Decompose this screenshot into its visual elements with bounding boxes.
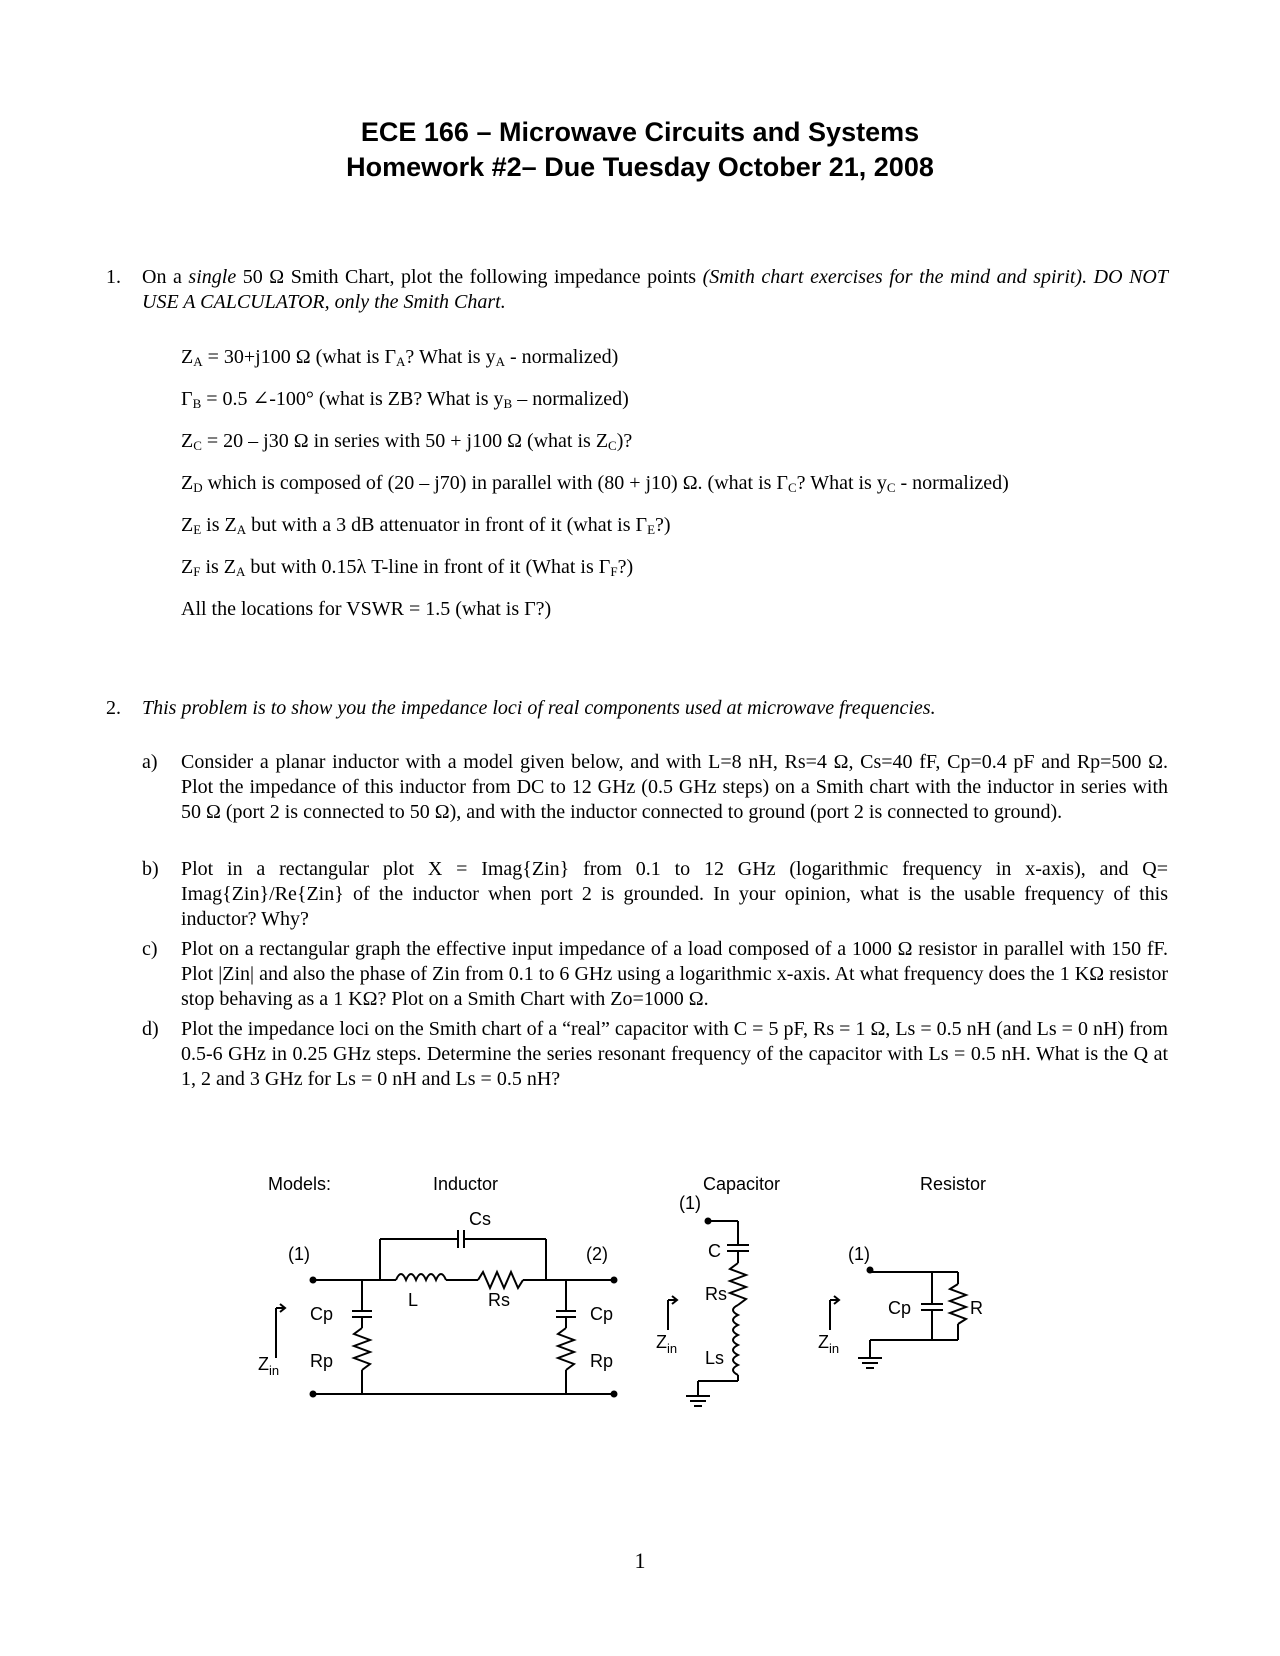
inductor-rp-right-label: Rp — [590, 1351, 614, 1371]
capacitor-title: Capacitor — [703, 1174, 781, 1194]
part-a-text: Consider a planar inductor with a model given below, and with L=8 nH, Rs=4 Ω, Cs=40 fF, Cp=0.4 pF and Rp=500 Ω. Plot the impedance of this inductor from DC to 12 GHz (0.5 GHz steps) on a Smith chart with the inductor in series with 50 Ω (port 2 is connected to 50 Ω), and with the inductor connected to ground (port 2 is connected to ground). — [181, 751, 1168, 823]
item-zf — [181, 555, 633, 580]
zc-sub: C — [193, 438, 202, 453]
gb-symbol: Γ — [181, 388, 193, 410]
ze-text2: but with a 3 dB attenuator in front of it (what is Γ — [246, 514, 648, 536]
za-sub: A — [193, 354, 203, 369]
problem1-intro-italic: (Smith chart exercises for the mind and spirit). DO NOT USE A CALCULATOR, only the Smith Chart. — [142, 266, 1168, 313]
capacitor-rs-label: Rs — [705, 1284, 727, 1304]
problem1-number: 1. — [106, 266, 121, 288]
models-label: Models: — [268, 1174, 332, 1194]
inductor-cs-label: Cs — [469, 1209, 491, 1229]
inductor-zin-sub: in — [269, 1363, 280, 1378]
gb-sub2: B — [503, 396, 513, 411]
za-sub2: A — [396, 354, 406, 369]
ze-symbol: Z — [181, 514, 194, 536]
zf-sub3: F — [610, 564, 618, 579]
zf-sub: F — [193, 564, 201, 579]
inductor-port1-label: (1) — [288, 1244, 310, 1264]
za-text2: ? What is y — [405, 346, 496, 368]
za-symbol: Z — [181, 346, 194, 368]
zc-text2: )? — [616, 430, 633, 452]
capacitor-port1-label: (1) — [679, 1193, 701, 1213]
za-text3: - normalized) — [504, 346, 619, 368]
problem2-number: 2. — [106, 697, 121, 719]
zd-sub3: C — [886, 480, 896, 495]
capacitor-ls-label: Ls — [705, 1348, 725, 1368]
document-title-line1: ECE 166 – Microwave Circuits and Systems — [360, 117, 920, 147]
item-gb — [181, 387, 629, 412]
inductor-cp-right-label: Cp — [590, 1304, 614, 1324]
problem2-intro: This problem is to show you the impedance loci of real components used at microwave frequencies. — [142, 697, 936, 719]
ze-sub: E — [193, 522, 202, 537]
problem1-intro-b: 50 Ω Smith Chart, plot the following impedance points — [236, 266, 703, 288]
gb-text2: – normalized) — [512, 388, 629, 410]
capacitor-zin-label — [656, 1332, 677, 1356]
capacitor-c-label: C — [708, 1241, 721, 1261]
item-ze — [181, 513, 671, 538]
item-zd — [181, 471, 1009, 496]
ze-sub3: E — [647, 522, 656, 537]
gb-text1: = 0.5 ∠-100° (what is ZB? What is y — [201, 388, 504, 410]
resistor-r-label: R — [970, 1298, 983, 1318]
inductor-port2-label: (2) — [586, 1244, 608, 1264]
zd-text2: ? What is y — [796, 472, 887, 494]
part-a-label: a) — [142, 751, 158, 773]
resistor-cp-label: Cp — [888, 1298, 912, 1318]
inductor-title: Inductor — [433, 1174, 499, 1194]
za-sub3: A — [495, 354, 505, 369]
zf-text3: ?) — [617, 556, 634, 578]
zd-text3: - normalized) — [895, 472, 1009, 494]
part-b-text: Plot in a rectangular plot X = Imag{Zin} from 0.1 to 12 GHz (logarithmic frequency in x-axis), and Q= Imag{Zin}/Re{Zin} of the inductor when port 2 is grounded. In your opinion, what is the usable frequency of this inductor? Why? — [181, 858, 1168, 930]
zf-text1: is Z — [200, 556, 237, 578]
zd-sub2: C — [788, 480, 797, 495]
document-title-line2: Homework #2– Due Tuesday October 21, 2008 — [346, 152, 934, 182]
resistor-model — [818, 1244, 983, 1368]
resistor-port1-label: (1) — [848, 1244, 870, 1264]
inductor-zin-z: Z — [258, 1354, 269, 1374]
inductor-rp-left-label: Rp — [310, 1351, 334, 1371]
inductor-cp-left-label: Cp — [310, 1304, 334, 1324]
zf-sub2: A — [236, 564, 246, 579]
zd-sub: D — [193, 480, 203, 495]
item-za — [181, 345, 618, 370]
resistor-zin-label — [818, 1332, 839, 1356]
item-vswr: All the locations for VSWR = 1.5 (what is Γ?) — [181, 598, 552, 620]
capacitor-zin-sub: in — [667, 1341, 678, 1356]
ze-text3: ?) — [655, 514, 671, 536]
inductor-l-label: L — [408, 1290, 419, 1310]
inductor-model — [258, 1209, 617, 1397]
zc-sub2: C — [608, 438, 617, 453]
inductor-rs-label: Rs — [488, 1290, 510, 1310]
resistor-zin-z: Z — [818, 1332, 829, 1352]
zc-text1: = 20 – j30 Ω in series with 50 + j100 Ω (what is Z — [201, 430, 609, 452]
component-models-figure — [258, 1168, 1038, 1438]
zc-symbol: Z — [181, 430, 194, 452]
zf-text2: but with 0.15λ T-line in front of it (What is Γ — [245, 556, 611, 578]
capacitor-zin-z: Z — [656, 1332, 667, 1352]
problem1-intro-a: On a — [142, 266, 189, 288]
resistor-zin-sub: in — [829, 1341, 840, 1356]
problem1-intro — [142, 265, 1168, 315]
item-zc — [181, 429, 632, 454]
part-c-text: Plot on a rectangular graph the effective input impedance of a load composed of a 1000 Ω resistor in parallel with 150 fF. Plot |Zin| and also the phase of Zin from 0.1 to 6 GHz using a logarithmic x-axis. At what frequency does the 1 KΩ resistor stop behaving as a 1 KΩ? Plot on a Smith Chart with Zo=1000 Ω. — [181, 938, 1168, 1010]
za-text1: = 30+j100 Ω (what is Γ — [202, 346, 397, 368]
zf-symbol: Z — [181, 556, 194, 578]
zd-text1: which is composed of (20 – j70) in parallel with (80 + j10) Ω. (what is Γ — [202, 472, 788, 494]
capacitor-model — [656, 1193, 749, 1406]
page-number: 1 — [634, 1548, 646, 1573]
ze-text1: is Z — [201, 514, 237, 536]
part-d-text: Plot the impedance loci on the Smith chart of a “real” capacitor with C = 5 pF, Rs = 1 Ω, Ls = 0.5 nH (and Ls = 0 nH) from 0.5-6 GHz in 0.25 GHz steps. Determine the series resonant frequency of the capacitor with Ls = 0.5 nH. What is the Q at 1, 2 and 3 GHz for Ls = 0 nH and Ls = 0.5 nH? — [181, 1018, 1168, 1090]
part-c-label: c) — [142, 938, 158, 960]
part-b-label: b) — [142, 858, 159, 880]
resistor-title: Resistor — [920, 1174, 987, 1194]
problem1-intro-single: single — [188, 266, 237, 288]
part-d-label: d) — [142, 1018, 159, 1040]
ze-sub2: A — [236, 522, 247, 537]
zd-symbol: Z — [181, 472, 194, 494]
gb-sub: B — [192, 396, 202, 411]
